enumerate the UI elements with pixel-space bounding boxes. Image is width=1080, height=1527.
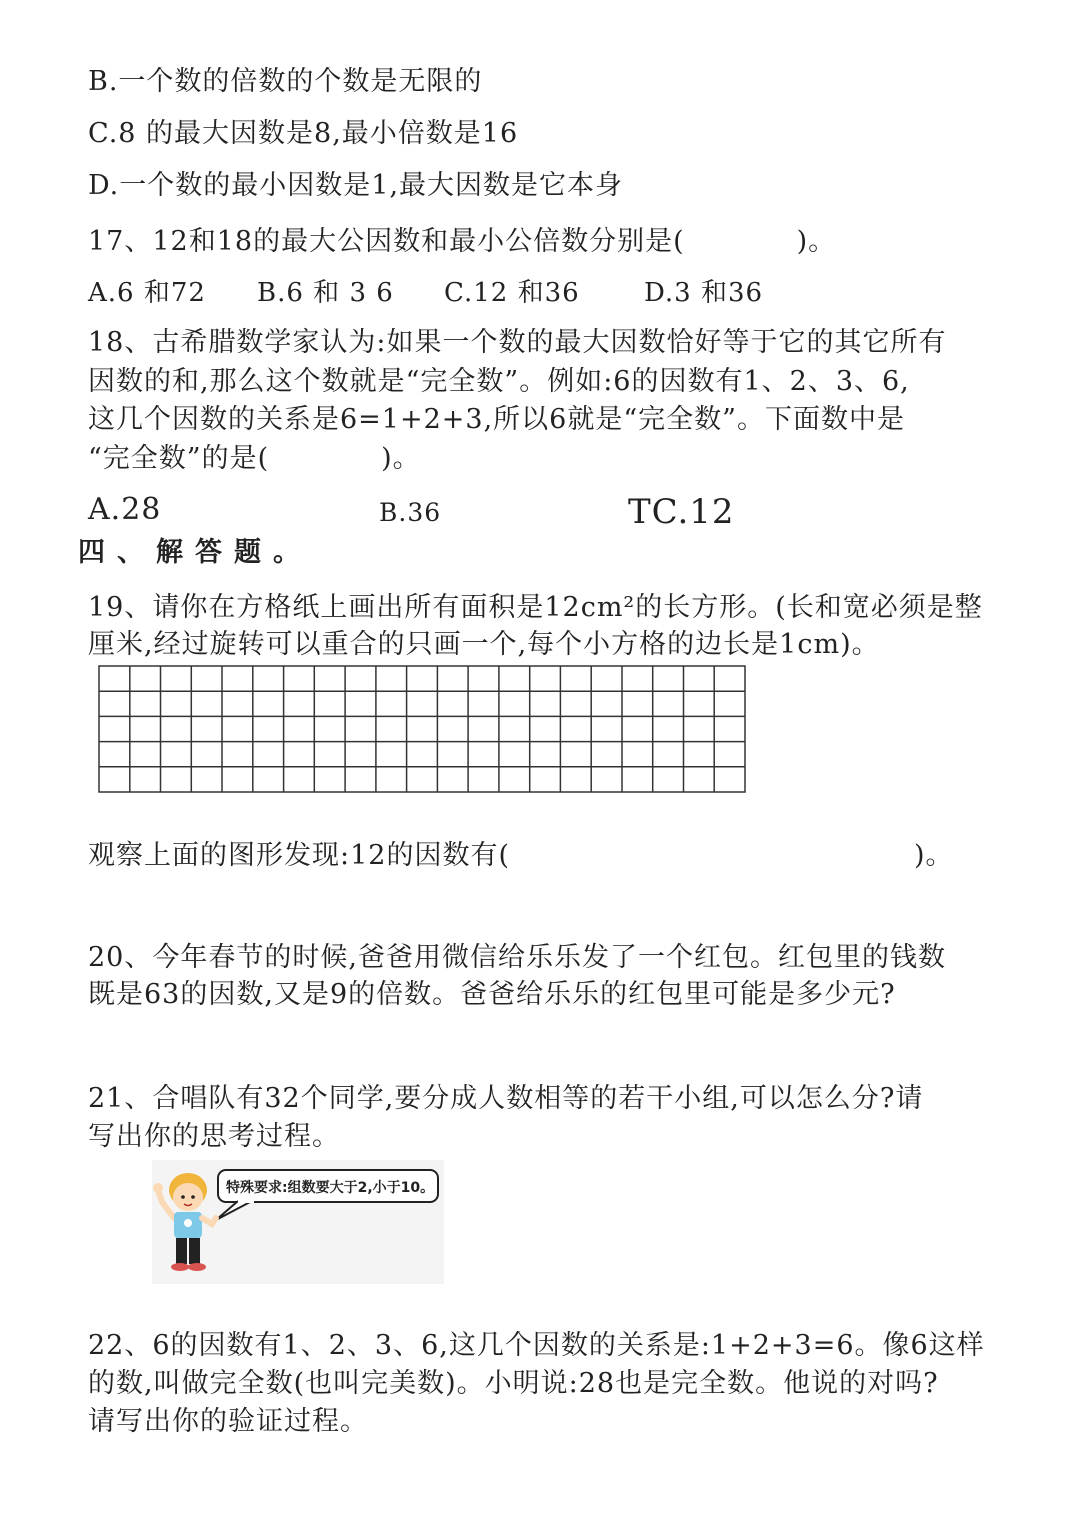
boy-with-speech-bubble: [152, 1160, 444, 1284]
q18-line-2: 因数的和,那么这个数就是“完全数”。例如:6的因数有1、2、3、6,: [88, 366, 910, 397]
q17-option-d: D.3 和36: [644, 278, 764, 308]
q18-line-3: 这几个因数的关系是6=1+2+3,所以6就是“完全数”。下面数中是: [88, 404, 905, 435]
q16-option-d: D.一个数的最小因数是1,最大因数是它本身: [88, 170, 624, 201]
section-title: 四、解答题。: [78, 537, 312, 568]
cartoon-boy-illustration: [152, 1160, 444, 1284]
q16-option-c: C.8 的最大因数是8,最小倍数是16: [88, 118, 519, 149]
q21-line-2: 写出你的思考过程。: [88, 1121, 340, 1152]
q19-observe-close: )。: [914, 840, 954, 871]
q18-option-c: TC.12: [628, 492, 735, 532]
graph-paper-grid: [98, 665, 748, 799]
q18-line-1: 18、古希腊数学家认为:如果一个数的最大因数恰好等于它的其它所有: [88, 327, 947, 358]
q18-option-a: A.28: [88, 492, 162, 527]
q20-line-1: 20、今年春节的时候,爸爸用微信给乐乐发了一个红包。红包里的钱数: [88, 942, 946, 973]
q19-line-1: 19、请你在方格纸上画出所有面积是12cm²的长方形。(长和宽必须是整: [88, 592, 983, 623]
q17-option-a: A.6 和72: [88, 278, 206, 308]
q22-line-1: 22、6的因数有1、2、3、6,这几个因数的关系是:1+2+3=6。像6这样: [88, 1330, 985, 1361]
q20-line-2: 既是63的因数,又是9的倍数。爸爸给乐乐的红包里可能是多少元?: [88, 979, 896, 1010]
q17-option-c: C.12 和36: [444, 278, 580, 308]
grid-svg: [98, 665, 748, 795]
q21-line-1: 21、合唱队有32个同学,要分成人数相等的若干小组,可以怎么分?请: [88, 1083, 924, 1114]
q19-observe-prompt: 观察上面的图形发现:12的因数有(: [88, 840, 510, 871]
q17-stem: 17、12和18的最大公因数和最小公倍数分别是( )。: [88, 226, 837, 257]
q18-line-4: “完全数”的是( )。: [88, 443, 421, 474]
q22-line-3: 请写出你的验证过程。: [88, 1406, 368, 1437]
speech-bubble-text: 特殊要求:组数要大于2,小于10。: [226, 1180, 435, 1196]
q16-option-b: B.一个数的倍数的个数是无限的: [88, 66, 483, 97]
q19-line-2: 厘米,经过旋转可以重合的只画一个,每个小方格的边长是1cm)。: [88, 629, 880, 660]
q17-option-b: B.6 和 3 6: [257, 278, 394, 308]
q22-line-2: 的数,叫做完全数(也叫完美数)。小明说:28也是完全数。他说的对吗?: [88, 1368, 939, 1399]
q18-option-b: B.36: [379, 498, 442, 527]
